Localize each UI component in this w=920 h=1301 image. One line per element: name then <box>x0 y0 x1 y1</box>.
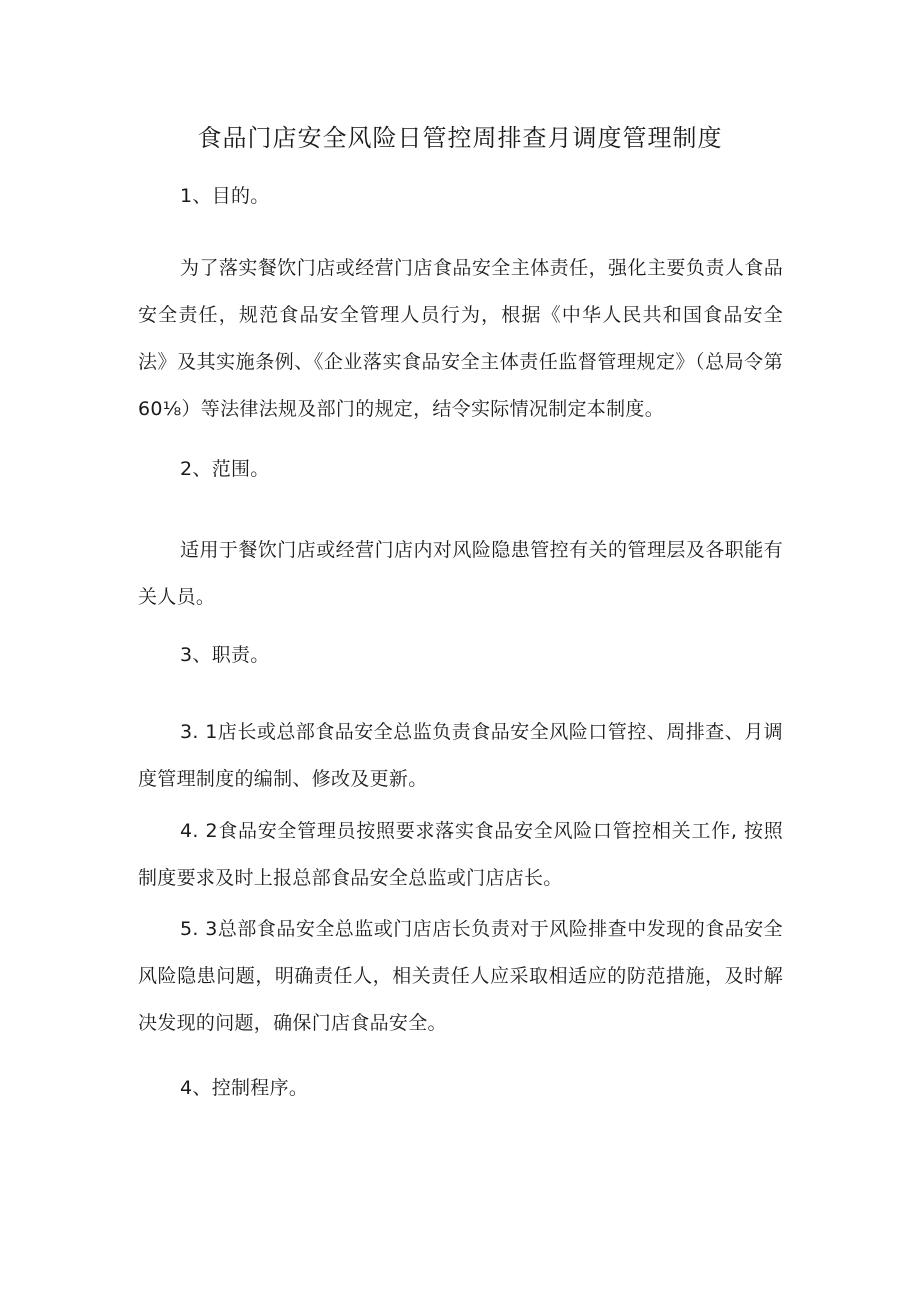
section-heading-responsibilities: 3、职责。 <box>180 644 270 666</box>
paragraph-responsibility-2: 4. 2食品安全管理员按照要求落实食品安全风险口管控相关工作, 按照制度要求及时上报总部食品安全总监或门店店长。 <box>138 820 783 889</box>
document-title: 食品门店安全风险日管控周排查月调度管理制度 <box>197 124 723 152</box>
section-heading-purpose: 1、目的。 <box>180 185 270 207</box>
section-heading-scope: 2、范围。 <box>180 458 270 480</box>
paragraph-responsibility-1: 3. 1店长或总部食品安全总监负责食品安全风险口管控、周排查、月调度管理制度的编制、修改及更新。 <box>138 721 783 790</box>
paragraph-purpose: 为了落实餐饮门店或经营门店食品安全主体责任，强化主要负责人食品安全责任，规范食品安全管理人员行为，根据《中华人民共和国食品安全法》及其实施条例、《企业落实食品安全主体责任监督管理规定》（总局令第60⅛）等法律法规及部门的规定，结令实际情况制定本制度。 <box>138 257 783 420</box>
paragraph-responsibility-3: 5. 3总部食品安全总监或门店店长负责对于风险排查中发现的食品安全风险隐患问题，明确责任人，相关责任人应采取相适应的防范措施，及时解决发现的问题，确保门店食品安全。 <box>138 918 783 1034</box>
section-heading-control-procedure: 4、控制程序。 <box>180 1077 309 1099</box>
paragraph-scope: 适用于餐饮门店或经营门店内对风险隐患管控有关的管理层及各职能有关人员。 <box>138 539 783 608</box>
